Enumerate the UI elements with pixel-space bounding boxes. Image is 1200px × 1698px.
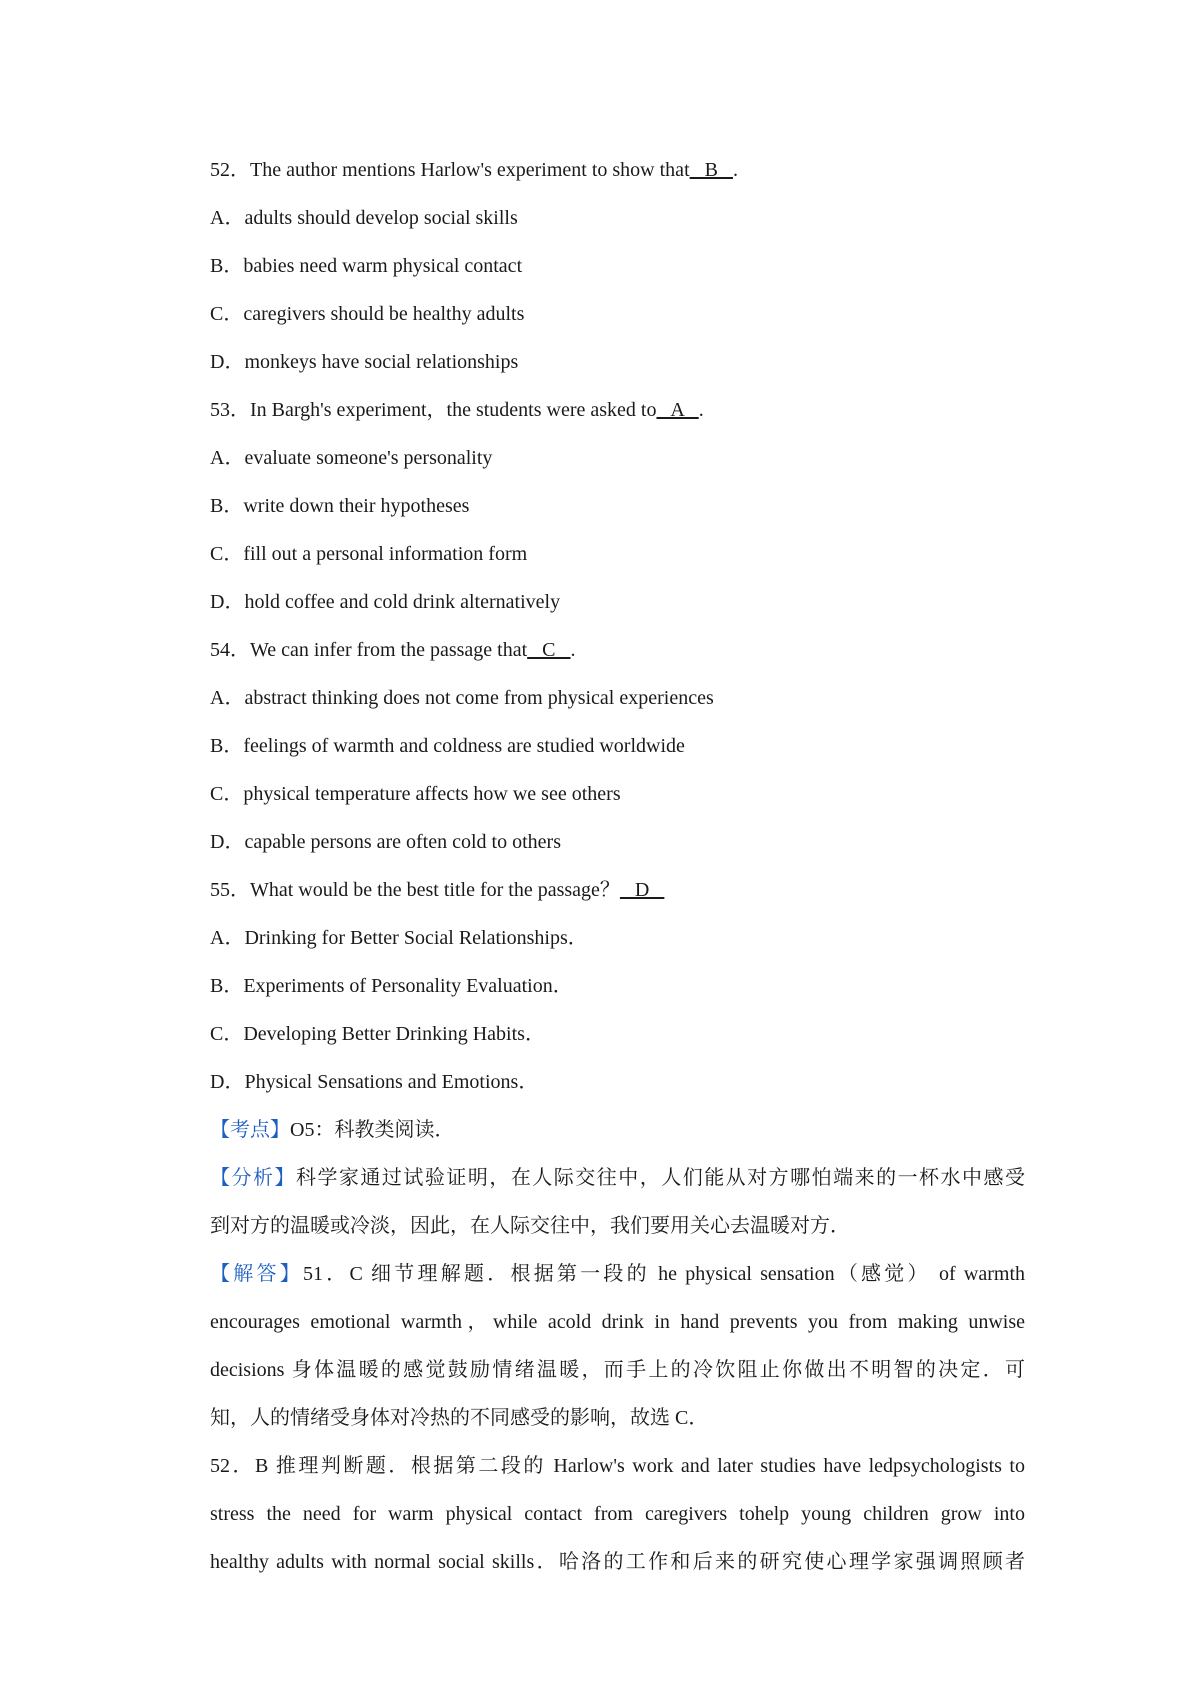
explanation-52-continued: healthy adults with normal social skills．哈洛的工作和后来的研究使心理学家强调照顾者 — [210, 1551, 1025, 1573]
option-c: C．Developing Better Drinking Habits． — [210, 1023, 545, 1045]
option-a: A．evaluate someone's personality — [210, 447, 493, 469]
option-b: B．Experiments of Personality Evaluation． — [210, 975, 573, 997]
jieda-tag: 【解答】 — [210, 1263, 303, 1285]
fenxi-text-continued: 到对方的温暖或冷淡，因此，在人际交往中，我们要用关心去温暖对方． — [210, 1215, 850, 1237]
option-a: A．Drinking for Better Social Relationships． — [210, 927, 588, 949]
option-c: C．caregivers should be healthy adults — [210, 303, 525, 325]
fenxi-tag: 【分析】 — [210, 1167, 296, 1189]
jieda-section — [210, 1259, 1025, 1289]
option-c: C．physical temperature affects how we see others — [210, 783, 621, 805]
answer-blank: A — [656, 399, 699, 421]
jieda-text: 51．C 细节理解题．根据第一段的 he physical sensation（感觉） of warmth — [302, 1263, 1026, 1285]
question-53-stem: 53．In Bargh's experiment，the students were asked to A . — [210, 399, 704, 421]
jieda-text-continued: decisions 身体温暖的感觉鼓励情绪温暖，而手上的冷饮阻止你做出不明智的决定．可 — [210, 1359, 1025, 1381]
option-a: A．abstract thinking does not come from physical experiences — [210, 687, 714, 709]
question-52-stem: 52．The author mentions Harlow's experiment to show that B . — [210, 159, 738, 181]
option-d: D．Physical Sensations and Emotions． — [210, 1071, 539, 1093]
option-b: B．write down their hypotheses — [210, 495, 470, 517]
question-55-stem: 55．What would be the best title for the passage？ D — [210, 879, 665, 901]
jieda-text-continued: 知，人的情绪受身体对冷热的不同感受的影响，故选 C． — [210, 1407, 709, 1429]
explanation-52: 52．B 推理判断题．根据第二段的 Harlow's work and later studies have ledpsychologists to — [210, 1455, 1025, 1477]
option-d: D．monkeys have social relationships — [210, 351, 519, 373]
option-d: D．capable persons are often cold to others — [210, 831, 561, 853]
option-b: B．babies need warm physical contact — [210, 255, 523, 277]
answer-blank: C — [527, 639, 571, 661]
answer-blank: B — [689, 159, 733, 181]
question-54-stem: 54．We can infer from the passage that C . — [210, 639, 576, 661]
option-c: C．fill out a personal information form — [210, 543, 528, 565]
fenxi-section — [210, 1163, 1025, 1193]
fenxi-text: 科学家通过试验证明，在人际交往中，人们能从对方哪怕端来的一杯水中感受 — [295, 1167, 1026, 1189]
kaodian-section — [210, 1115, 1025, 1145]
answer-blank: D — [619, 879, 665, 901]
explanation-52-continued: stress the need for warm physical contact from caregivers tohelp young children grow into — [210, 1503, 1025, 1525]
option-b: B．feelings of warmth and coldness are studied worldwide — [210, 735, 685, 757]
option-d: D．hold coffee and cold drink alternatively — [210, 591, 561, 613]
kaodian-tag: 【考点】 — [210, 1119, 290, 1141]
jieda-text-continued: encourages emotional warmth，while acold drink in hand prevents you from making unwise — [210, 1311, 1025, 1333]
option-a: A．adults should develop social skills — [210, 207, 518, 229]
kaodian-text: O5：科教类阅读． — [290, 1119, 455, 1141]
